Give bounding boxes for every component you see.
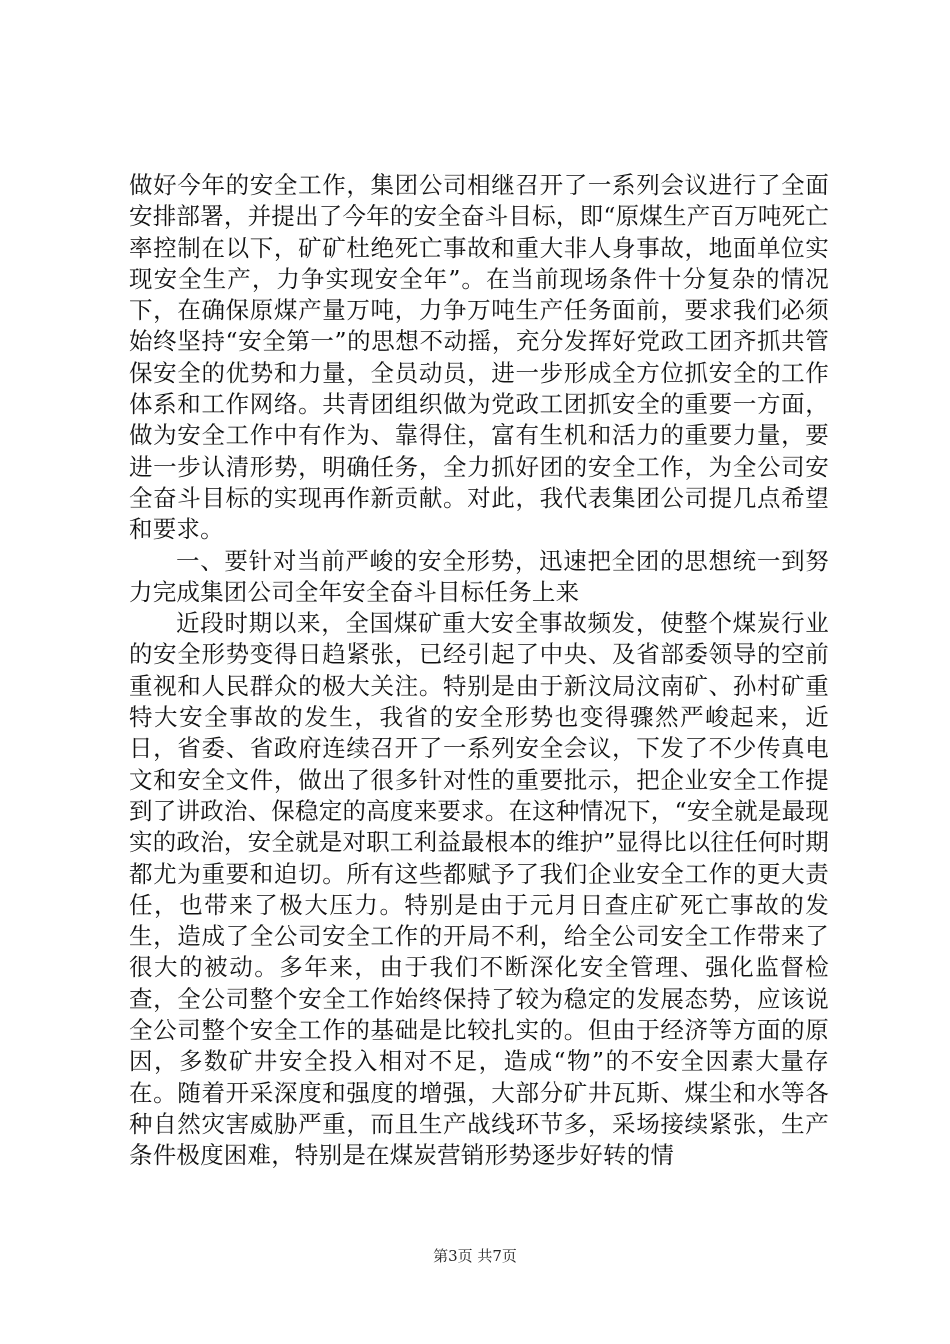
paragraph-section-1: 近段时期以来，全国煤矿重大安全事故频发，使整个煤炭行业的安全形势变得日趋紧张，已经引起了中央、及省部委领导的空前重视和人民群众的极大关注。特别是由于新汶局汶南矿、孙村矿重特大安全事故的发生，我省的安全形势也变得骤然严峻起来，近日，省委、省政府连续召开了一系列安全会议，下发了不少传真电文和安全文件，做出了很多针对性的重要批示，把企业安全工作提到了讲政治、保稳定的高度来要求。在这种情况下，“安全就是最现实的政治，安全就是对职工利益最根本的维护”显得比以往任何时期都尤为重要和迫切。所有这些都赋予了我们企业安全工作的更大责任，也带来了极大压力。特别是由于元月日查庄矿死亡事故的发生，造成了全公司安全工作的开局不利，给全公司安全工作带来了很大的被动。多年来，由于我们不断深化安全管理、强化监督检查，全公司整个安全工作始终保持了较为稳定的发展态势，应该说全公司整个安全工作的基础是比较扎实的。但由于经济等方面的原因，多数矿井安全投入相对不足，造成“物”的不安全因素大量存在。随着开采深度和强度的增强，大部分矿井瓦斯、煤尘和水等各种自然灾害威胁严重，而且生产战线环节多，采场接续紧张，生产条件极度困难，特别是在煤炭营销形势逐步好转的情	[129, 609, 829, 1170]
section-heading-1: 一、要针对当前严峻的安全形势，迅速把全团的思想统一到努力完成集团公司全年安全奋斗目标任务上来	[129, 546, 829, 606]
body-text	[129, 170, 829, 1172]
paragraph-intro: 做好今年的安全工作，集团公司相继召开了一系列会议进行了全面安排部署，并提出了今年的安全奋斗目标，即“原煤生产百万吨死亡率控制在以下，矿矿杜绝死亡事故和重大非人身事故，地面单位实现安全生产，力争实现安全年”。在当前现场条件十分复杂的情况下，在确保原煤产量万吨，力争万吨生产任务面前，要求我们必须始终坚持“安全第一”的思想不动摇，充分发挥好党政工团齐抓共管保安全的优势和力量，全员动员，进一步形成全方位抓安全的工作体系和工作网络。共青团组织做为党政工团抓安全的重要一方面，做为安全工作中有作为、靠得住，富有生机和活力的重要力量，要进一步认清形势，明确任务，全力抓好团的安全工作，为全公司安全奋斗目标的实现再作新贡献。对此，我代表集团公司提几点希望和要求。	[129, 171, 829, 544]
page-footer: 第3页 共7页	[433, 1247, 517, 1265]
